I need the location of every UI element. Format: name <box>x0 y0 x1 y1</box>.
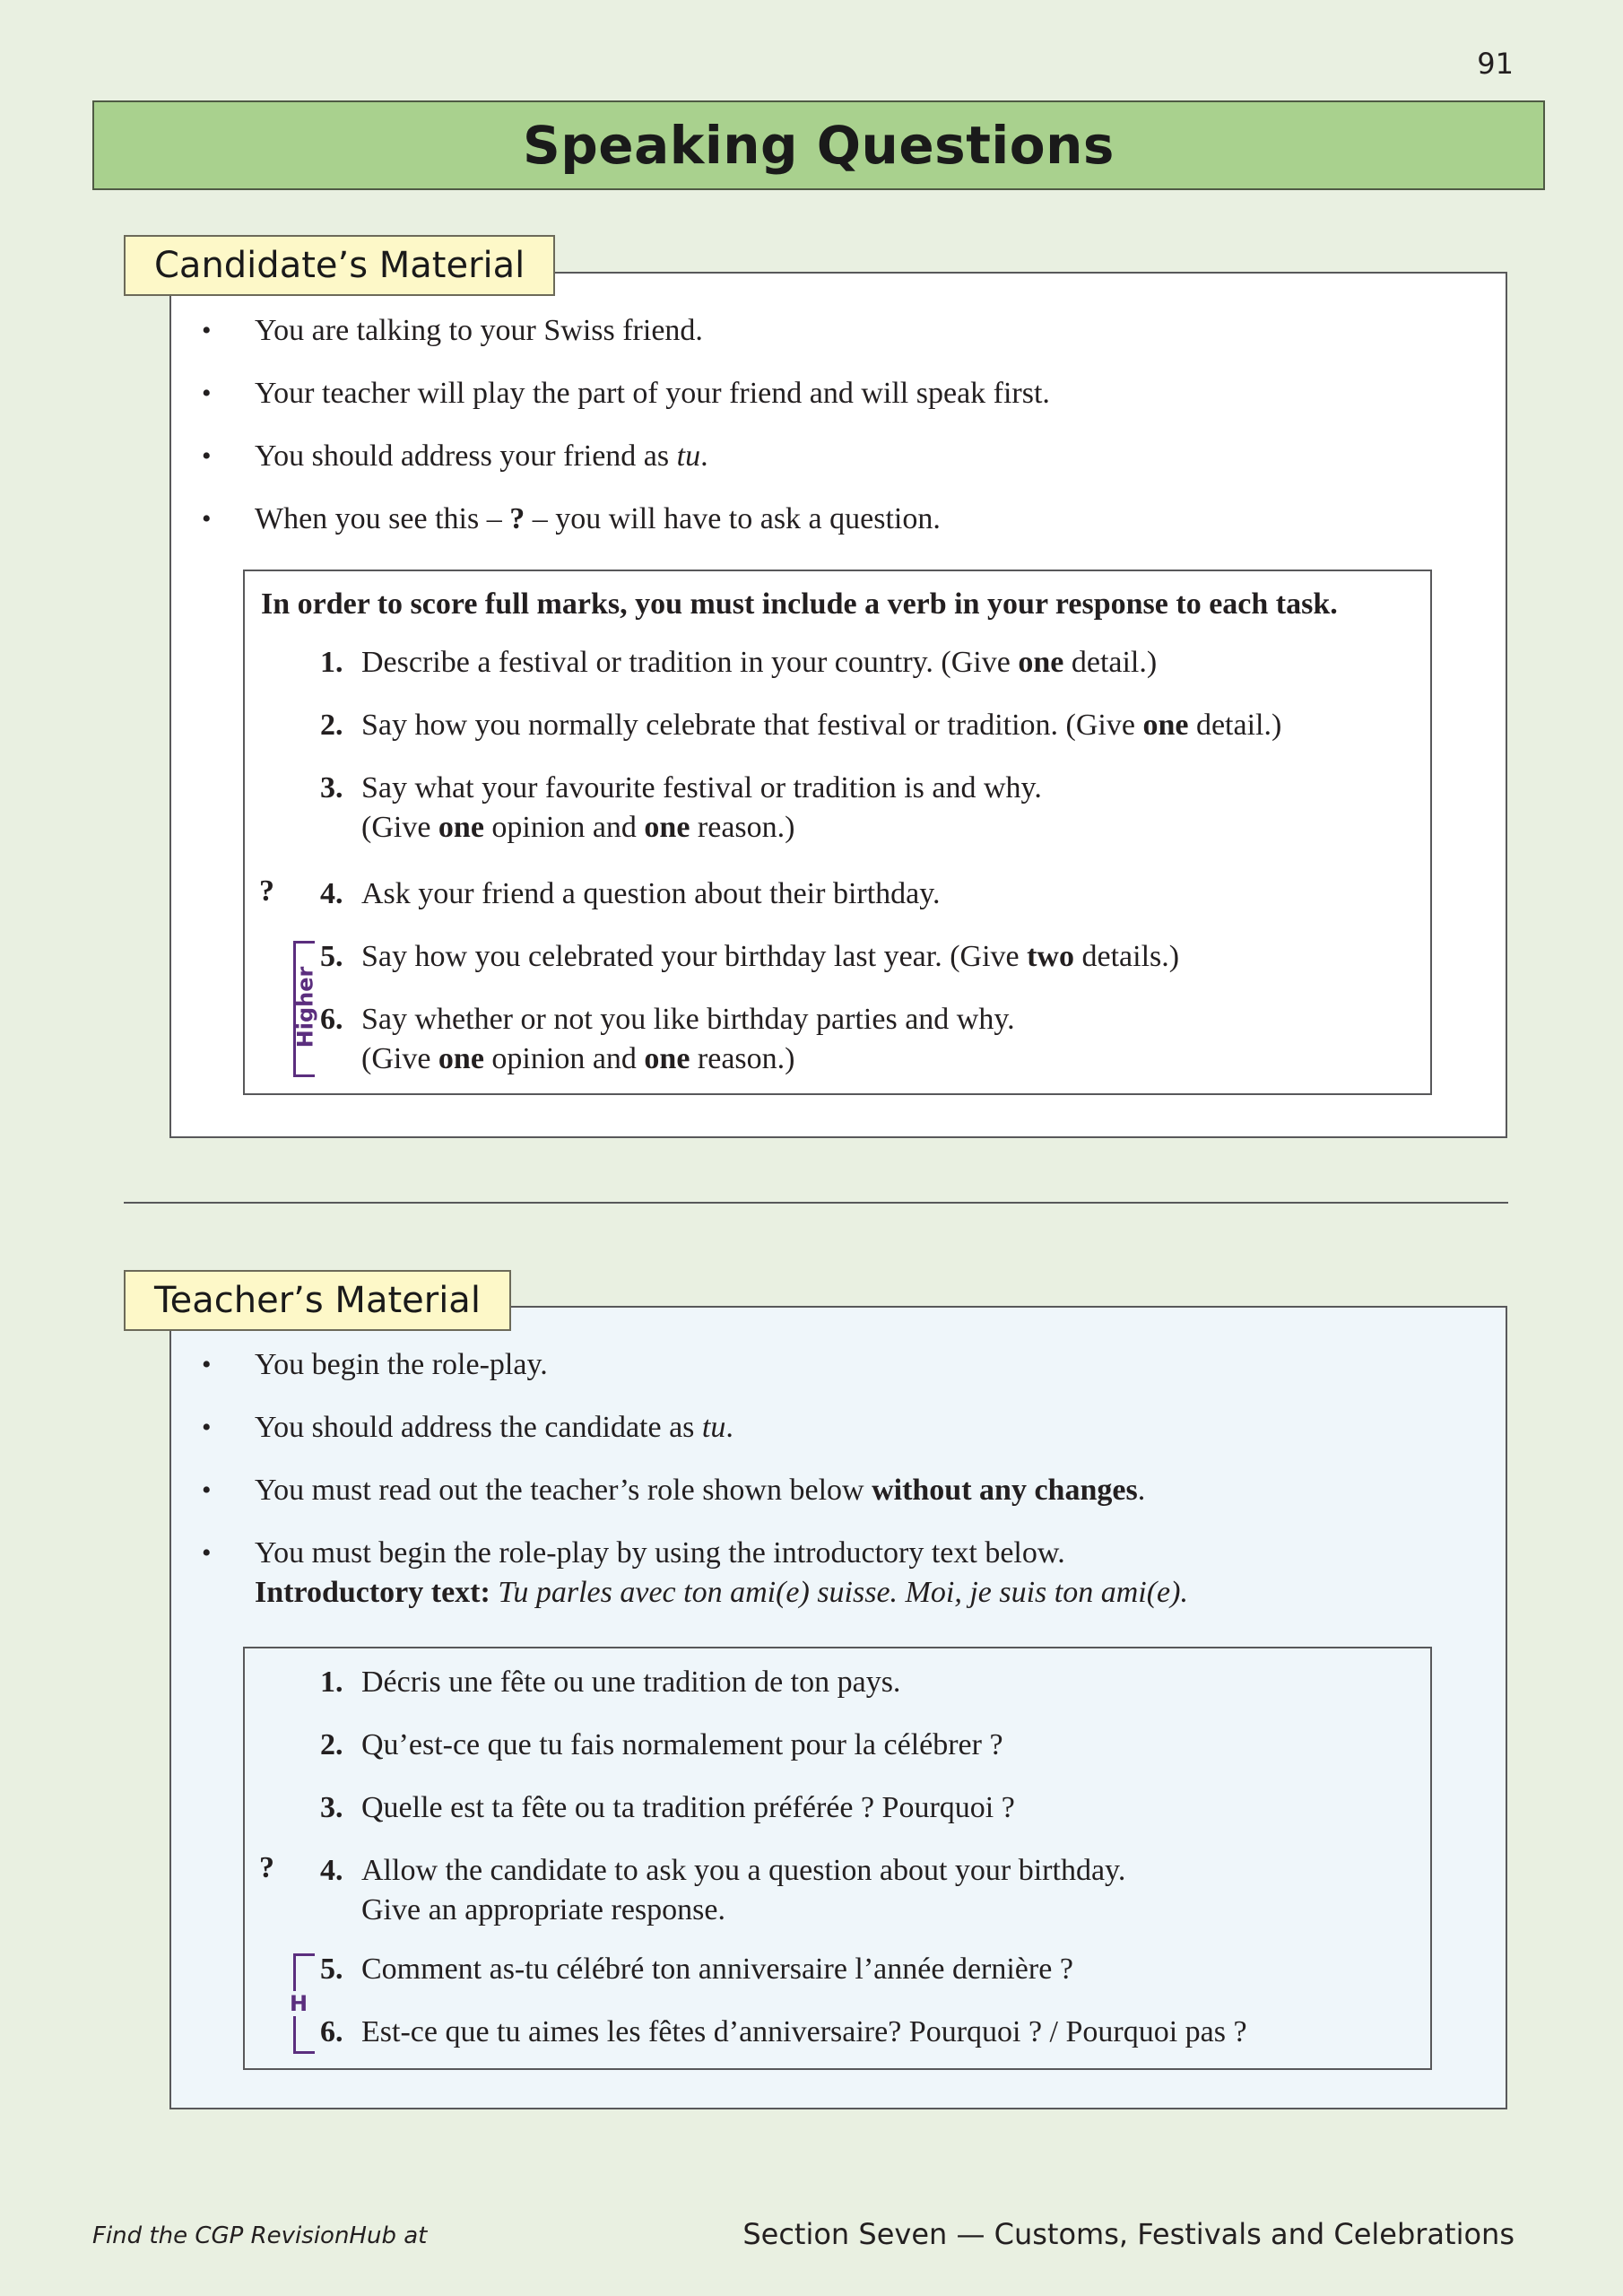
candidate-task-box <box>243 570 1432 1095</box>
task-item: 1. Décris une fête ou une tradition de ton pays. <box>320 1665 901 1699</box>
task-item: 2. Qu’est-ce que tu fais normalement pour la célébrer ? <box>320 1728 1003 1761</box>
task-item: 4. Allow the candidate to ask you a question about your birthday. Give an appropriate response. <box>320 1854 1126 1926</box>
teacher-material-label: Teacher’s Material <box>124 1270 511 1331</box>
question-marker: ? <box>259 874 274 908</box>
task-item: 5. Say how you celebrated your birthday last year. (Give two details.) <box>320 940 1180 973</box>
task-item: 3. Say what your favourite festival or tradition is and why. (Give one opinion and one reason.) <box>320 771 1042 844</box>
page-number: 91 <box>1477 47 1514 81</box>
candidate-material-label: Candidate’s Material <box>124 235 555 296</box>
task-item: 6. Say whether or not you like birthday parties and why. (Give one opinion and one reason.) <box>320 1003 1015 1075</box>
teacher-panel <box>169 1306 1507 2109</box>
page-title: Speaking Questions <box>523 115 1115 176</box>
title-banner <box>92 100 1545 190</box>
teacher-task-box <box>243 1647 1432 2070</box>
candidate-panel <box>169 272 1507 1138</box>
footer-revisionhub-text: Find the CGP RevisionHub at <box>92 2222 428 2249</box>
teacher-bullets <box>171 1345 1498 1636</box>
list-item: • You must read out the teacher’s role shown below without any changes. <box>171 1471 1498 1510</box>
list-item: • You are talking to your Swiss friend. <box>171 311 1498 351</box>
task-item: 6. Est-ce que tu aimes les fêtes d’anniversaire? Pourquoi ? / Pourquoi pas ? <box>320 2015 1247 2048</box>
list-item: • You should address the candidate as tu. <box>171 1408 1498 1448</box>
task-item: 5. Comment as-tu célébré ton anniversaire l’année dernière ? <box>320 1952 1073 1986</box>
task-item: 2. Say how you normally celebrate that festival or tradition. (Give one detail.) <box>320 709 1282 742</box>
higher-label: Higher <box>292 966 318 1048</box>
list-item: • Your teacher will play the part of your friend and will speak first. <box>171 374 1498 413</box>
task-item: 3. Quelle est ta fête ou ta tradition préférée ? Pourquoi ? <box>320 1791 1015 1824</box>
candidate-bullets <box>171 311 1498 562</box>
question-marker: ? <box>259 1851 274 1884</box>
task-item: 4. Ask your friend a question about their birthday. <box>320 877 941 910</box>
list-item: • When you see this – ? – you will have to ask a question. <box>171 500 1498 539</box>
task-instructions: In order to score full marks, you must include a verb in your response to each task. <box>261 587 1338 621</box>
list-item: • You should address your friend as tu. <box>171 437 1498 476</box>
section-divider <box>124 1202 1508 1204</box>
footer-section-title: Section Seven — Customs, Festivals and Celebrations <box>742 2217 1515 2251</box>
higher-label: H <box>290 1991 308 2016</box>
list-item: • You must begin the role-play by using the introductory text below. Introductory text: Tu parles avec ton ami(e) suisse. Moi, je suis ton ami(e). <box>171 1534 1498 1613</box>
list-item: • You begin the role-play. <box>171 1345 1498 1385</box>
task-item: 1. Describe a festival or tradition in your country. (Give one detail.) <box>320 646 1158 679</box>
